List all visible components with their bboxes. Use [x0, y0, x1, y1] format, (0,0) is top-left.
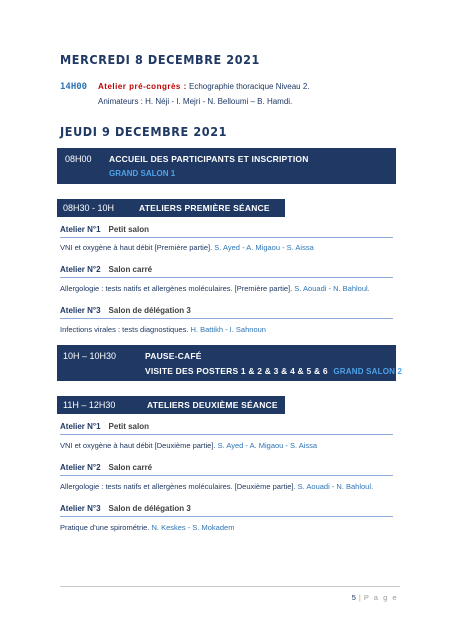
s1-atelier2-text — [60, 284, 370, 293]
wednesday-animateurs — [98, 97, 292, 106]
s2-atelier1-text — [60, 441, 317, 450]
session2-time: 11H – 12H30 — [63, 400, 116, 410]
atelier-room: Salon carré — [108, 265, 153, 274]
atelier-description: Infections virales : tests diagnostiques. — [60, 325, 189, 334]
atelier-description: Allergologie : tests natifs et allergènes moléculaires. [Deuxième partie]. — [60, 482, 296, 491]
atelier-names: S. Aouadi - N. Bahloul. — [294, 284, 370, 293]
pause-posters — [145, 366, 402, 376]
pause-bar — [57, 345, 403, 381]
atelier-room: Salon carré — [108, 463, 153, 472]
accueil-time: 08H00 — [65, 154, 92, 164]
atelier-room: Salon de délégation 3 — [108, 306, 191, 315]
separator — [60, 237, 393, 238]
s1-atelier3-text — [60, 325, 266, 334]
footer-rule — [60, 586, 400, 587]
atelier-names: S. Ayed - A. Migaou - S. Aissa — [214, 243, 314, 252]
atelier-names: H. Battikh - I. Sahnoun — [190, 325, 266, 334]
separator — [60, 277, 393, 278]
atelier-number: Atelier N°1 — [60, 422, 101, 431]
s2-atelier3-text — [60, 523, 234, 532]
atelier-number: Atelier N°2 — [60, 463, 101, 472]
thursday-heading: JEUDI 9 DECEMBRE 2021 — [60, 124, 228, 139]
animateurs-label: Animateurs : — [98, 97, 143, 106]
atelier-number: Atelier N°3 — [60, 306, 101, 315]
animateurs-names: H. Néji - I. Mejri - N. Belloumi – B. Hamdi. — [145, 97, 293, 106]
page-footer — [338, 593, 398, 602]
s2-atelier2-text — [60, 482, 373, 491]
wednesday-time: 14H00 — [60, 82, 88, 92]
posters-text: VISITE DES POSTERS 1 & 2 & 3 & 4 & 5 & 6 — [145, 366, 328, 376]
atelier-number: Atelier N°2 — [60, 265, 101, 274]
pause-time: 10H – 10H30 — [63, 351, 117, 361]
atelier-number: Atelier N°3 — [60, 504, 101, 513]
accueil-title: ACCUEIL DES PARTICIPANTS ET INSCRIPTION — [109, 154, 309, 164]
atelier-description: Pratique d'une spirométrie. — [60, 523, 150, 532]
wednesday-atelier — [98, 82, 310, 91]
atelier-names: N. Keskes - S. Mokadem — [151, 523, 235, 532]
s2-atelier3-label — [60, 504, 191, 513]
s2-atelier1-label — [60, 422, 149, 431]
s1-atelier2-label — [60, 265, 152, 274]
atelier-names: S. Aouadi - N. Bahloul. — [297, 482, 374, 491]
atelier-room: Salon de délégation 3 — [108, 504, 191, 513]
accueil-bar — [57, 148, 396, 184]
wednesday-heading: MERCREDI 8 DECEMBRE 2021 — [60, 52, 260, 67]
session1-bar — [57, 199, 285, 217]
footer-divider: | — [358, 593, 361, 602]
separator — [60, 475, 393, 476]
atelier-number: Atelier N°1 — [60, 225, 101, 234]
s2-atelier2-label — [60, 463, 152, 472]
pause-location: GRAND SALON 2 — [333, 367, 403, 376]
atelier-description: VNI et oxygène à haut débit [Deuxième partie]. — [60, 441, 216, 450]
atelier-description: Allergologie : tests natifs et allergènes moléculaires. [Première partie]. — [60, 284, 293, 293]
s1-atelier3-label — [60, 306, 191, 315]
session2-title: ATELIERS DEUXIÈME SÉANCE — [147, 400, 278, 410]
session2-bar — [57, 396, 285, 414]
session1-time: 08H30 - 10H — [63, 203, 115, 213]
atelier-title: Atelier pré-congrès : — [98, 82, 187, 91]
page-number: 5 — [351, 593, 356, 602]
separator — [60, 516, 393, 517]
atelier-topic: Echographie thoracique Niveau 2. — [188, 82, 310, 91]
s1-atelier1-label — [60, 225, 149, 234]
atelier-description: VNI et oxygène à haut débit [Première partie]. — [60, 243, 213, 252]
atelier-room: Petit salon — [108, 422, 149, 431]
atelier-names: S. Ayed - A. Migaou - S. Aissa — [217, 441, 318, 450]
atelier-room: Petit salon — [108, 225, 149, 234]
page-label: P a g e — [363, 593, 398, 602]
accueil-location: GRAND SALON 1 — [109, 169, 176, 178]
pause-title: PAUSE-CAFÉ — [145, 351, 202, 361]
separator — [60, 434, 393, 435]
separator — [60, 318, 393, 319]
s1-atelier1-text — [60, 243, 314, 252]
session1-title: ATELIERS PREMIÈRE SÉANCE — [139, 203, 270, 213]
